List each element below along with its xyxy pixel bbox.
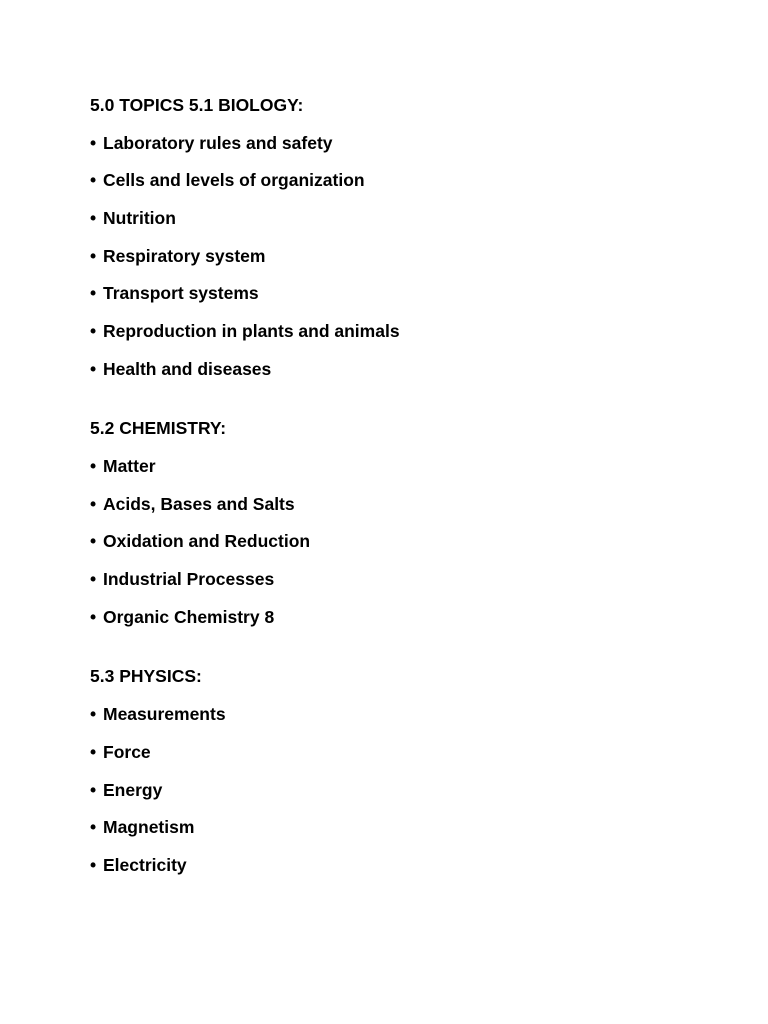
list-item <box>90 741 730 763</box>
bullet-icon: • <box>90 854 97 875</box>
document-page <box>90 94 730 892</box>
list-item <box>90 455 730 477</box>
list-item <box>90 606 730 628</box>
list-item-label: Transport systems <box>103 283 259 304</box>
section-heading: 5.3 PHYSICS: <box>90 666 202 687</box>
bullet-icon: • <box>90 208 97 229</box>
bullet-icon: • <box>90 531 97 552</box>
section-heading: 5.0 TOPICS 5.1 BIOLOGY: <box>90 95 304 115</box>
list-item-label: Industrial Processes <box>103 569 275 590</box>
list-item-label: Force <box>103 741 151 762</box>
bullet-icon: • <box>90 704 97 725</box>
list-item-label: Nutrition <box>103 208 176 229</box>
bullet-icon: • <box>90 606 97 627</box>
list-item <box>90 854 730 876</box>
list-item <box>90 779 730 801</box>
bullet-icon: • <box>90 741 97 762</box>
list-item-label: Acids, Bases and Salts <box>103 493 295 514</box>
bullet-icon: • <box>90 321 97 342</box>
list-item <box>90 282 730 304</box>
list-item-label: Laboratory rules and safety <box>103 132 333 153</box>
bullet-icon: • <box>90 132 97 153</box>
list-item <box>90 207 730 229</box>
bullet-icon: • <box>90 245 97 266</box>
list-item <box>90 245 730 267</box>
bullet-icon: • <box>90 283 97 304</box>
section-chemistry <box>90 417 730 627</box>
list-item-label: Energy <box>103 779 163 800</box>
list-item-label: Matter <box>103 456 156 477</box>
list-item <box>90 816 730 838</box>
section-biology <box>90 94 730 380</box>
section-physics <box>90 665 730 875</box>
list-item <box>90 530 730 552</box>
bullet-icon: • <box>90 493 97 514</box>
list-item <box>90 132 730 154</box>
bullet-icon: • <box>90 456 97 477</box>
list-item-label: Organic Chemistry 8 <box>103 606 275 627</box>
bullet-icon: • <box>90 569 97 590</box>
list-item-label: Health and diseases <box>103 358 272 379</box>
list-item <box>90 493 730 515</box>
list-item <box>90 568 730 590</box>
list-item <box>90 703 730 725</box>
bullet-icon: • <box>90 779 97 800</box>
bullet-icon: • <box>90 817 97 838</box>
list-item-label: Magnetism <box>103 817 195 838</box>
list-item-label: Measurements <box>103 704 226 725</box>
list-item-label: Reproduction in plants and animals <box>103 321 400 342</box>
bullet-icon: • <box>90 170 97 191</box>
section-heading: 5.2 CHEMISTRY: <box>90 418 227 439</box>
bullet-icon: • <box>90 358 97 379</box>
list-item-label: Cells and levels of organization <box>103 170 365 191</box>
list-item-label: Electricity <box>103 854 187 875</box>
list-item <box>90 320 730 342</box>
list-item <box>90 358 730 380</box>
list-item <box>90 169 730 191</box>
list-item-label: Oxidation and Reduction <box>103 531 311 552</box>
list-item-label: Respiratory system <box>103 245 266 266</box>
